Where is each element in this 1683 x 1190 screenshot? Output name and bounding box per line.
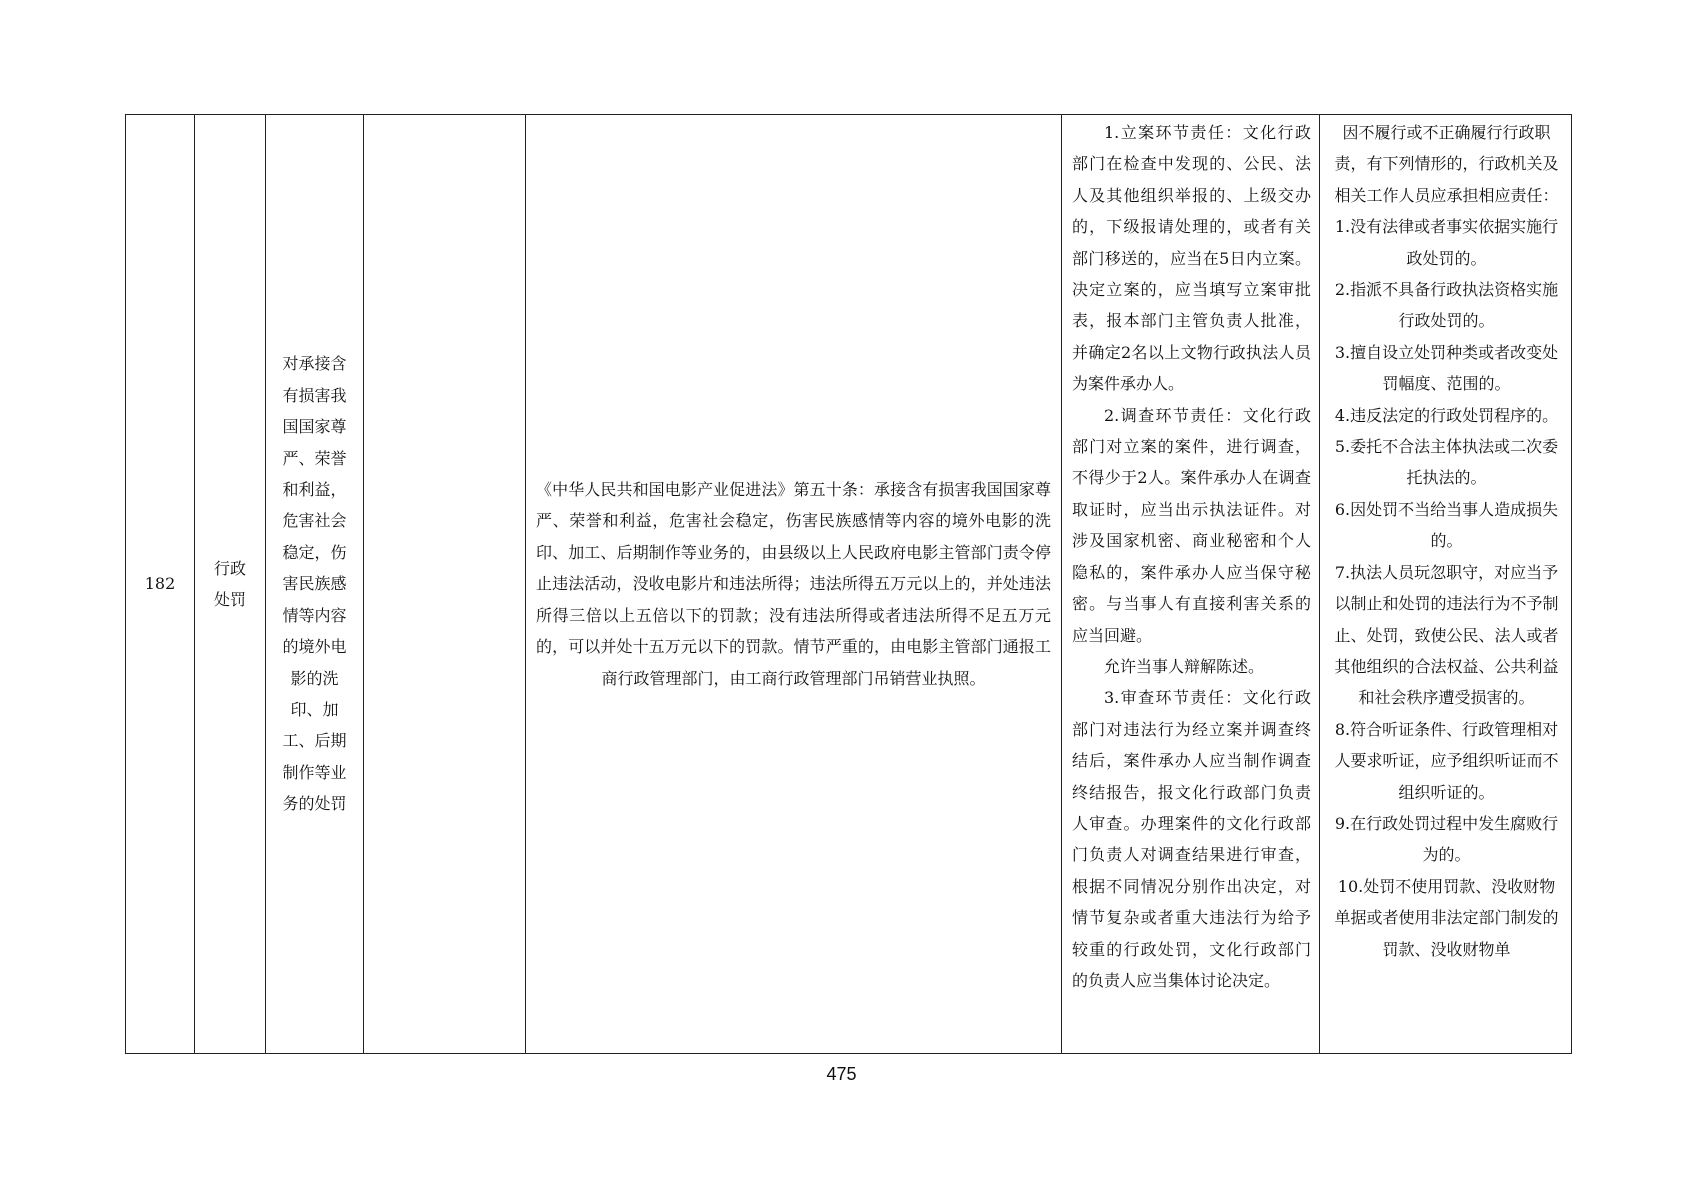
legal-basis-text: 《中华人民共和国电影产业促进法》第五十条：承接含有损害我国国家尊严、荣誉和利益，危害社会稳定，伤害民族感情等内容的境外电影的洗印、加工、后期制作等业务的，由县级以上人民政府电影主管部门责令停止违法活动，没收电影片和违法所得；违法所得五万元以上的，并处违法所得三倍以上五倍以下的罚款；没有违法所得或者违法所得不足五万元的，可以并处十五万元以下的罚款。情节严重的，由电影主管部门通报工商行政管理部门，由工商行政管理部门吊销营业执照。 bbox=[536, 480, 1051, 688]
item-name-text: 对承接含有损害我国国家尊严、荣誉和利益，危害社会稳定，伤害民族感情等内容的境外电影的洗印、加工、后期制作等业务的处罚 bbox=[282, 354, 347, 814]
row-number: 182 bbox=[144, 574, 176, 594]
liability-item: 5.委托不合法主体执法或二次委托执法的。 bbox=[1334, 437, 1559, 488]
category-cell bbox=[195, 115, 266, 1054]
liability-item: 2.指派不具备行政执法资格实施行政处罚的。 bbox=[1334, 280, 1559, 331]
liability-item: 4.违反法定的行政处罚程序的。 bbox=[1334, 405, 1559, 425]
liability-item: 1.没有法律或者事实依据实施行政处罚的。 bbox=[1334, 217, 1559, 268]
item-table bbox=[125, 114, 1572, 1054]
responsibility-text bbox=[1062, 115, 1319, 996]
liability-item: 3.擅自设立处罚种类或者改变处罚幅度、范围的。 bbox=[1334, 342, 1559, 394]
responsibility-paragraph: 允许当事人辩解陈述。 bbox=[1104, 656, 1265, 676]
item-name-cell bbox=[266, 115, 364, 1054]
legal-basis-cell bbox=[526, 115, 1062, 1054]
liability-item: 6.因处罚不当给当事人造成损失的。 bbox=[1334, 499, 1559, 551]
liability-text bbox=[1320, 115, 1571, 965]
responsibility-cell bbox=[1062, 115, 1320, 1054]
liability-item: 8.符合听证条件、行政管理相对人要求听证，应予组织听证而不组织听证的。 bbox=[1334, 719, 1559, 802]
liability-item: 10.处罚不使用罚款、没收财物单据或者使用非法定部门制发的罚款、没收财物单 bbox=[1334, 876, 1559, 959]
page-number: 475 bbox=[826, 1064, 857, 1084]
table-row bbox=[126, 115, 1572, 1054]
liability-item: 9.在行政处罚过程中发生腐败行为的。 bbox=[1334, 813, 1559, 865]
liability-intro: 因不履行或不正确履行行政职责，有下列情形的，行政机关及相关工作人员应承担相应责任： bbox=[1334, 123, 1559, 205]
liability-cell bbox=[1320, 115, 1572, 1054]
liability-item: 7.执法人员玩忽职守，对应当予以制止和处罚的违法行为不予制止、处罚，致使公民、法人或者其他组织的合法权益、公共利益和社会秩序遭受损害的。 bbox=[1334, 562, 1559, 708]
sub-item-cell bbox=[364, 115, 526, 1054]
responsibility-paragraph: 2.调查环节责任：文化行政部门对立案的案件，进行调查，不得少于2人。案件承办人在调查取证时，应当出示执法证件。对涉及国家机密、商业秘密和个人隐私的，案件承办人应当保守秘密。与当事人有直接利害关系的应当回避。 bbox=[1072, 405, 1311, 645]
row-number-cell bbox=[126, 115, 195, 1054]
category-text: 行政处罚 bbox=[213, 558, 246, 609]
responsibility-paragraph: 1.立案环节责任：文化行政部门在检查中发现的、公民、法人及其他组织举报的、上级交办的，下级报请处理的，或者有关部门移送的，应当在5日内立案。决定立案的，应当填写立案审批表，报本部门主管负责人批准，并确定2名以上文物行政执法人员为案件承办人。 bbox=[1072, 123, 1311, 394]
responsibility-paragraph: 3.审查环节责任：文化行政部门对违法行为经立案并调查终结后，案件承办人应当制作调查终结报告，报文化行政部门负责人审查。办理案件的文化行政部门负责人对调查结果进行审查，根据不同情况分别作出决定，对情节复杂或者重大违法行为给予较重的行政处罚，文化行政部门的负责人应当集体讨论决定。 bbox=[1072, 688, 1311, 990]
